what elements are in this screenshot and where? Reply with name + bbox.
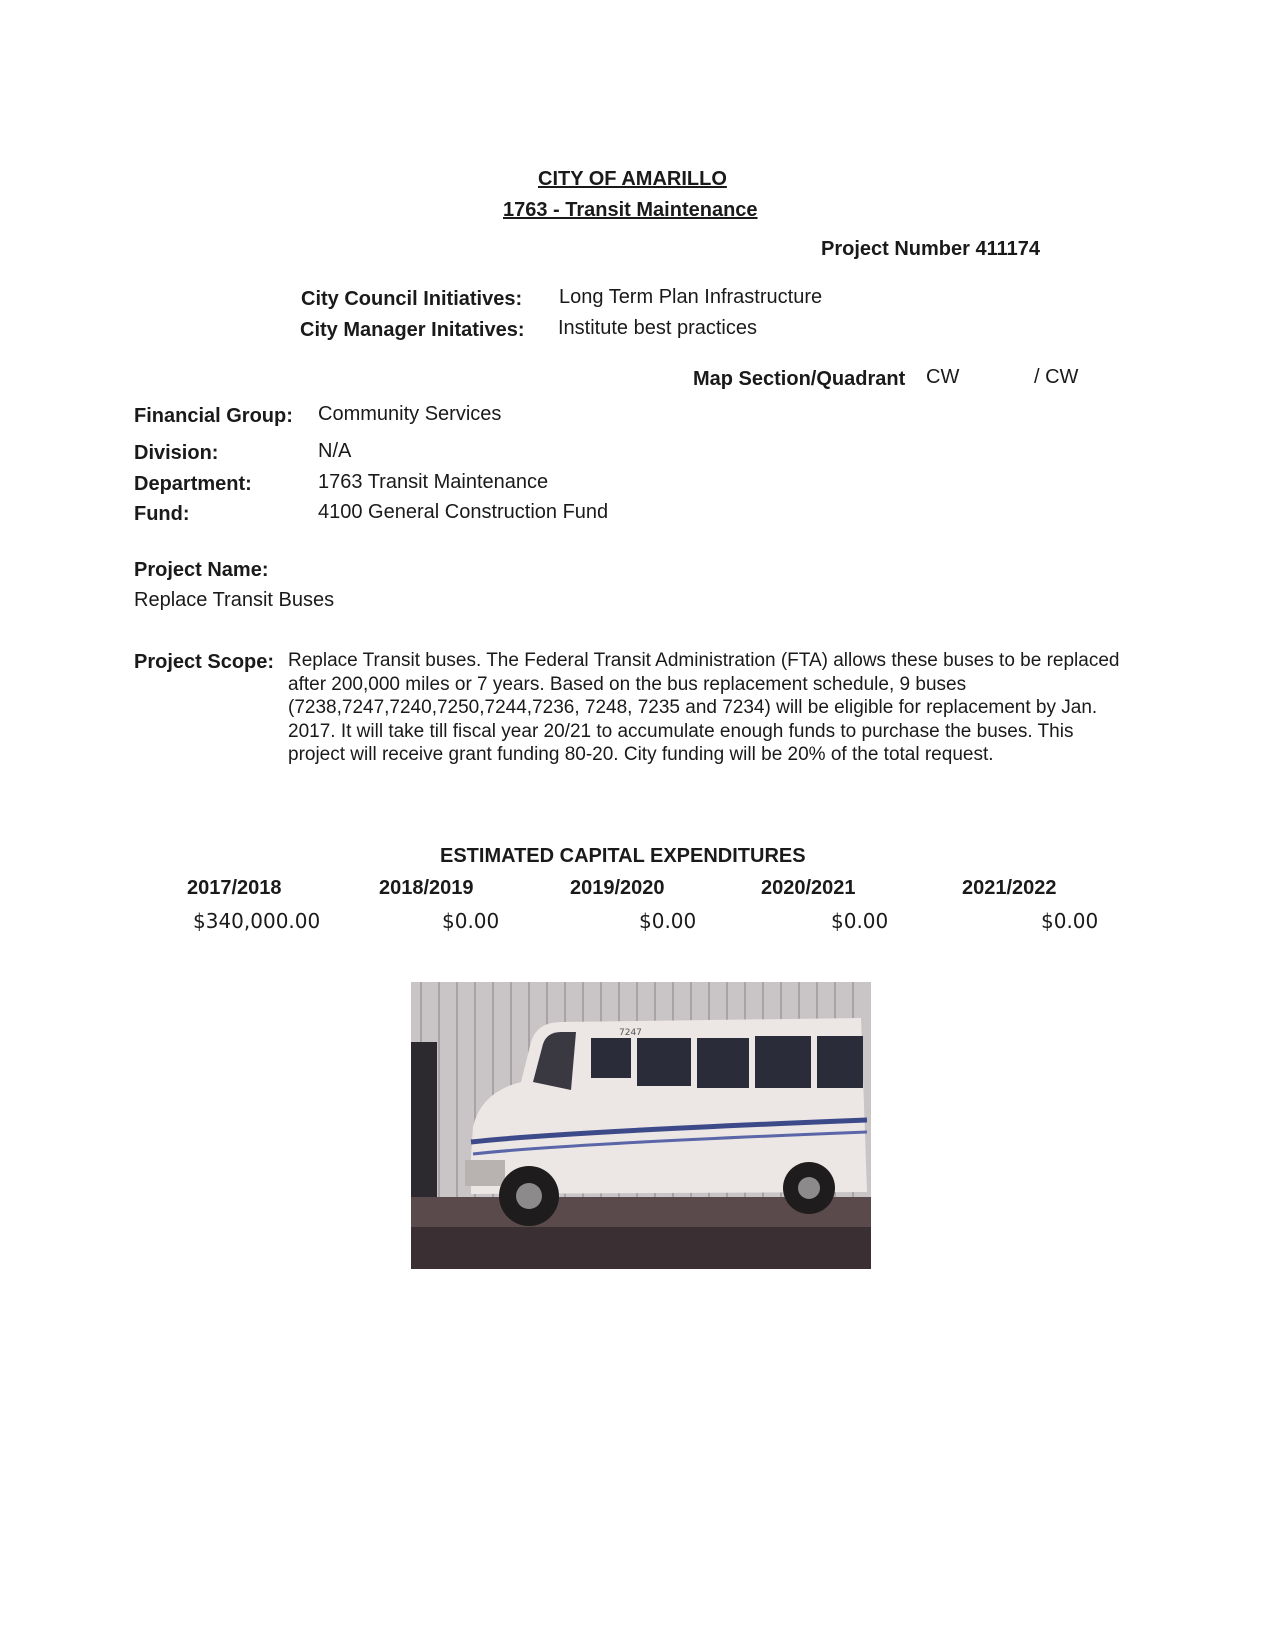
map-section-label: Map Section/Quadrant [693,368,906,390]
manager-initiatives-label: City Manager Initatives: [300,319,525,341]
org-name: CITY OF AMARILLO [538,168,727,190]
amount-value: $0.00 [639,909,697,933]
project-number: Project Number 411174 [821,238,1041,260]
project-name-label: Project Name: [134,559,269,581]
financial-group-value: Community Services [318,403,502,425]
fund-label: Fund: [134,503,190,525]
year-header: 2020/2021 [761,877,856,899]
manager-initiatives-value: Institute best practices [558,317,757,339]
map-section-value: CW [926,366,960,388]
division-label: Division: [134,442,219,464]
map-quadrant-value: / CW [1034,366,1079,388]
bus-number-text: 7247 [619,1028,642,1038]
year-header: 2019/2020 [570,877,665,899]
division-value: N/A [318,440,352,462]
year-header: 2021/2022 [962,877,1057,899]
project-scope-label: Project Scope: [134,651,275,673]
department-value: 1763 Transit Maintenance [318,471,549,493]
council-initiatives-value: Long Term Plan Infrastructure [559,286,823,308]
year-header: 2017/2018 [187,877,282,899]
amount-value: $0.00 [831,909,889,933]
council-initiatives-label: City Council Initiatives: [301,288,523,310]
project-scope-text: Replace Transit buses. The Federal Transit Administration (FTA) allows these buses to be replaced after 200,000 miles or 7 years. Based on the bus replacement schedule, 9 buses (7238,7247,7240,7250,7244,7236, 7248, 7235 and 7234) will be eligible for replacement by Jan. 2017. It will take till fiscal year 20/21 to accumulate enough funds to purchase the buses. This project will receive grant funding 80-20. City funding will be 20% of the total request. [288,650,1120,765]
bus-photo [411,982,871,1269]
project-name-value: Replace Transit Buses [134,589,335,611]
department-label: Department: [134,473,252,495]
amount-value: $340,000.00 [193,909,321,933]
bus-illustration [411,982,871,1269]
expenditures-heading: ESTIMATED CAPITAL EXPENDITURES [440,845,806,867]
amount-value: $0.00 [442,909,500,933]
page-title: 1763 - Transit Maintenance [503,199,758,221]
financial-group-label: Financial Group: [134,405,293,427]
amount-value: $0.00 [1041,909,1099,933]
year-header: 2018/2019 [379,877,474,899]
fund-value: 4100 General Construction Fund [318,501,609,523]
